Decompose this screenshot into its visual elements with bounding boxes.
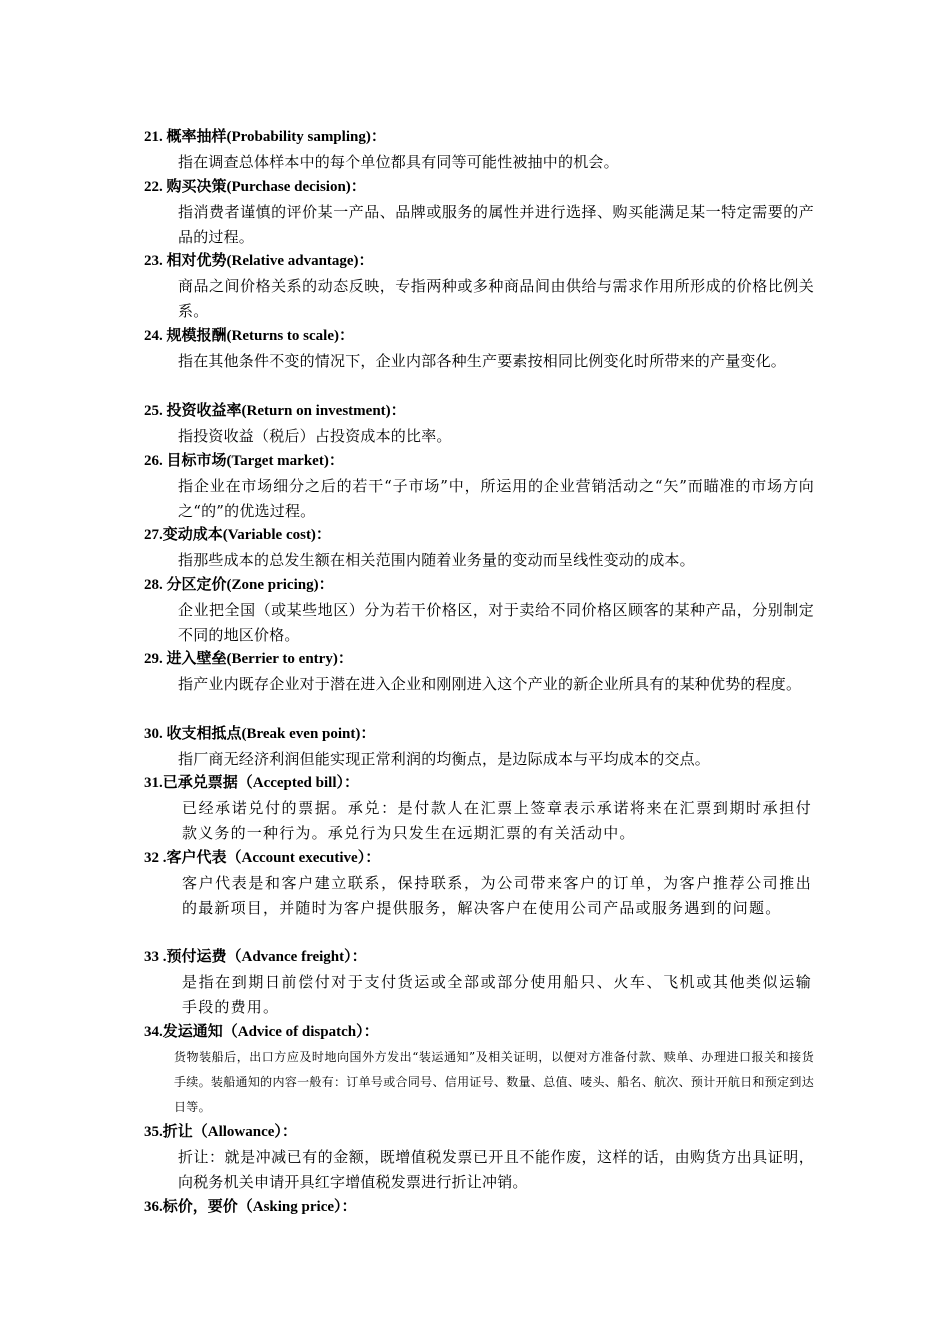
glossary-entry-25 xyxy=(144,399,814,449)
glossary-entry-36 xyxy=(144,1195,814,1220)
glossary-entry-30 xyxy=(144,722,814,772)
entry-definition: 指在调查总体样本中的每个单位都具有同等可能性被抽中的机会。 xyxy=(178,153,619,171)
entry-term: 33 .预付运费（Advance freight）： xyxy=(144,949,367,965)
entry-term: 29. 进入壁垒(Berrier to entry)： xyxy=(144,651,353,667)
entry-term: 21. 概率抽样(Probability sampling)： xyxy=(144,129,386,145)
glossary-entry-32 xyxy=(144,846,814,921)
entry-definition: 指厂商无经济利润但能实现正常利润的均衡点，是边际成本与平均成本的交点。 xyxy=(178,750,711,768)
entry-term: 25. 投资收益率(Return on investment)： xyxy=(144,403,406,419)
entry-definition: 是指在到期日前偿付对于支付货运或全部或部分使用船只、火车、飞机或其他类似运输手段的费用。 xyxy=(182,973,812,1016)
glossary-entry-29 xyxy=(144,647,814,697)
entry-definition: 指产业内既存企业对于潜在进入企业和刚刚进入这个产业的新企业所具有的某种优势的程度。 xyxy=(178,675,802,693)
entry-term: 30. 收支相抵点(Break even point)： xyxy=(144,726,376,742)
entry-term: 22. 购买决策(Purchase decision)： xyxy=(144,179,366,195)
entry-term: 26. 目标市场(Target market)： xyxy=(144,453,344,469)
entry-definition: 商品之间价格关系的动态反映，专指两种或多种商品间由供给与需求作用所形成的价格比例关系。 xyxy=(178,277,814,320)
entry-definition: 客户代表是和客户建立联系，保持联系，为公司带来客户的订单，为客户推荐公司推出的最新项目，并随时为客户提供服务，解决客户在使用公司产品或服务遇到的问题。 xyxy=(182,874,812,917)
glossary-entry-28 xyxy=(144,573,814,648)
entry-definition: 已经承诺兑付的票据。承兑：是付款人在汇票上签章表示承诺将来在汇票到期时承担付款义务的一种行为。承兑行为只发生在远期汇票的有关活动中。 xyxy=(182,799,812,842)
entry-definition: 折让：就是冲减已有的金额，既增值税发票已开且不能作废，这样的话，由购货方出具证明，向税务机关申请开具红字增值税发票进行折让冲销。 xyxy=(178,1148,814,1191)
entry-term: 24. 规模报酬(Returns to scale)： xyxy=(144,328,354,344)
entry-term: 32 .客户代表（Account executive）： xyxy=(144,850,381,866)
entry-definition: 指企业在市场细分之后的若干“子市场”中，所运用的企业营销活动之“矢”而瞄准的市场方向之“的”的优选过程。 xyxy=(178,477,814,520)
entry-definition: 企业把全国（或某些地区）分为若干价格区，对于卖给不同价格区顾客的某种产品，分别制定不同的地区价格。 xyxy=(178,601,814,644)
entry-term: 27.变动成本(Variable cost)： xyxy=(144,527,331,543)
glossary-entry-22 xyxy=(144,175,814,250)
entry-term: 36.标价，要价（Asking price）： xyxy=(144,1199,357,1215)
entry-term: 23. 相对优势(Relative advantage)： xyxy=(144,253,374,269)
glossary-entry-23 xyxy=(144,249,814,324)
glossary-entry-26 xyxy=(144,449,814,524)
entry-term: 34.发运通知（Advice of dispatch）： xyxy=(144,1024,379,1040)
entry-definition: 指消费者谨慎的评价某一产品、品牌或服务的属性并进行选择、购买能满足某一特定需要的产品的过程。 xyxy=(178,203,814,246)
glossary-entry-24 xyxy=(144,324,814,374)
glossary-entry-31 xyxy=(144,771,814,846)
glossary-entry-34 xyxy=(144,1020,814,1120)
entry-definition: 指那些成本的总发生额在相关范围内随着业务量的变动而呈线性变动的成本。 xyxy=(178,551,695,569)
entry-definition: 货物装船后，出口方应及时地向国外方发出“装运通知”及相关证明，以便对方准备付款、赎单、办理进口报关和接货手续。装船通知的内容一般有：订单号或合同号、信用证号、数量、总值、唛头、船名、航次、预计开航日和预定到达日等。 xyxy=(174,1050,814,1114)
glossary-entry-33 xyxy=(144,945,814,1020)
entry-term: 35.折让（Allowance）： xyxy=(144,1124,297,1140)
entry-term: 31.已承兑票据（Accepted bill）： xyxy=(144,775,359,791)
glossary-entry-35 xyxy=(144,1120,814,1195)
glossary-entry-27 xyxy=(144,523,814,573)
glossary-entry-21 xyxy=(144,125,814,175)
entry-definition: 指在其他条件不变的情况下，企业内部各种生产要素按相同比例变化时所带来的产量变化。 xyxy=(178,352,787,370)
entry-term: 28. 分区定价(Zone pricing)： xyxy=(144,577,334,593)
entry-definition: 指投资收益（税后）占投资成本的比率。 xyxy=(178,427,452,445)
